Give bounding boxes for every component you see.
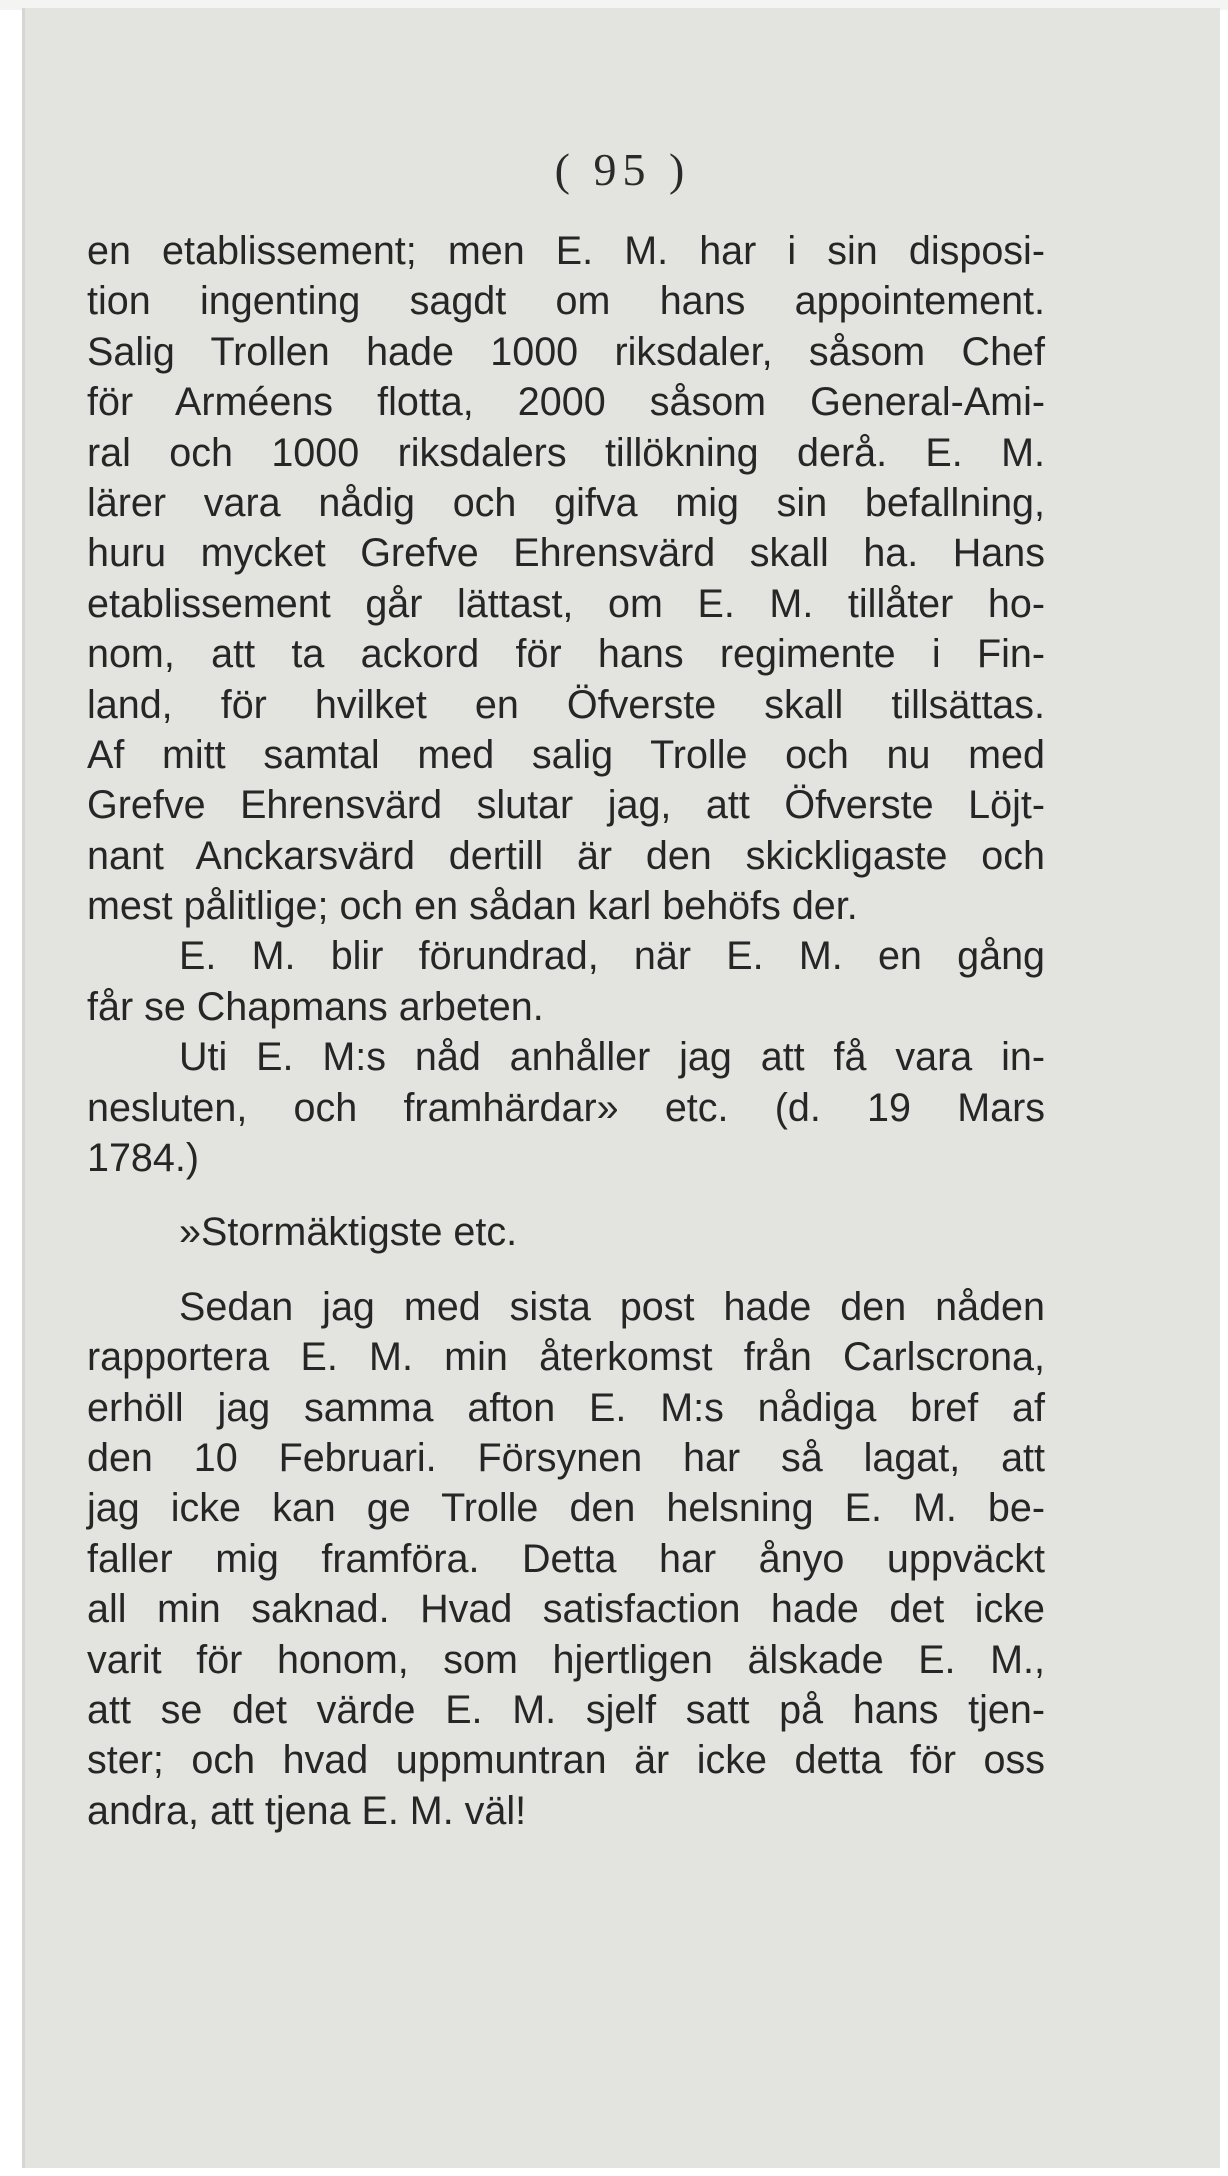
paragraph-gap [87,1258,1045,1282]
text-line: faller mig framföra. Detta har ånyo uppväckt [87,1536,1045,1581]
text-line: andra, att tjena E. M. väl! [87,1788,527,1833]
text-line: E. M. blir förundrad, när E. M. en gång [179,934,1045,979]
text-line: rapportera E. M. min återkomst från Carlscrona, [87,1335,1045,1380]
text-line: etablissement går lättast, om E. M. tillåter ho- [87,581,1045,626]
text-line: lärer vara nådig och gifva mig sin befallning, [87,480,1045,525]
text-line: huru mycket Grefve Ehrensvärd skall ha. Hans [87,531,1045,576]
paragraph-gap [87,1183,1045,1207]
text-line: land, för hvilket en Öfverste skall tillsättas. [87,682,1045,727]
text-line: ster; och hvad uppmuntran är icke detta för oss [87,1738,1045,1783]
text-line: den 10 Februari. Försynen har så lagat, att [87,1435,1045,1480]
text-line: nesluten, och framhärdar» etc. (d. 19 Mars [87,1085,1045,1130]
text-line: får se Chapmans arbeten. [87,984,544,1029]
text-line: jag icke kan ge Trolle den helsning E. M. be- [87,1486,1045,1531]
text-line: all min saknad. Hvad satisfaction hade det icke [87,1587,1045,1632]
text-line: Sedan jag med sista post hade den nåden [179,1284,1045,1329]
text-line: nant Anckarsvärd dertill är den skickligaste och [87,833,1045,878]
text-line: erhöll jag samma afton E. M:s nådiga bref af [87,1385,1045,1430]
text-line: ral och 1000 riksdalers tillökning derå. E. M. [87,430,1045,475]
book-page [22,8,1220,2168]
text-line: tion ingenting sagdt om hans appointement. [87,279,1045,324]
text-line: Grefve Ehrensvärd slutar jag, att Öfverste Löjt- [87,783,1045,828]
page-number: ( 95 ) [554,144,691,195]
text-line: mest pålitlige; och en sådan karl behöfs der. [87,884,858,929]
text-line: nom, att ta ackord för hans regimente i Fin- [87,632,1045,677]
text-line: varit för honom, som hjertligen älskade E. M., [87,1637,1045,1682]
text-line: 1784.) [87,1136,200,1181]
text-line: för Arméens flotta, 2000 såsom General-Ami- [87,380,1045,425]
text-line: Uti E. M:s nåd anhåller jag att få vara in- [179,1035,1045,1080]
text-line: Af mitt samtal med salig Trolle och nu med [87,732,1045,777]
text-line: att se det värde E. M. sjelf satt på hans tjen- [87,1687,1045,1732]
body-text [87,226,1045,1836]
text-line: en etablissement; men E. M. har i sin disposi- [87,229,1045,273]
text-line: Salig Trollen hade 1000 riksdaler, såsom Chef [87,329,1045,374]
text-line: »Stormäktigste etc. [179,1210,518,1255]
